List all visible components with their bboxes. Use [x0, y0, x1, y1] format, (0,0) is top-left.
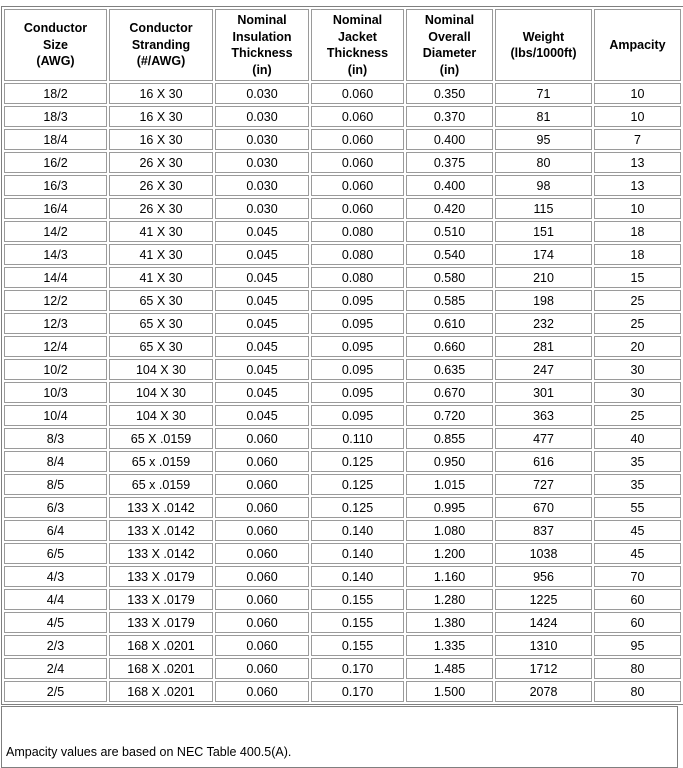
header-line: Diameter: [422, 46, 477, 60]
cell-weight: 670: [495, 497, 592, 518]
cell-ampacity: 55: [594, 497, 681, 518]
cell-weight: 301: [495, 382, 592, 403]
cell-diameter: 0.510: [406, 221, 493, 242]
cell-jacket: 0.095: [311, 359, 404, 380]
header-line: Thickness: [231, 46, 293, 60]
cell-ampacity: 95: [594, 635, 681, 656]
cell-ampacity: 45: [594, 543, 681, 564]
cell-stranding: 65 x .0159: [109, 451, 213, 472]
cell-ampacity: 13: [594, 175, 681, 196]
cell-size: 2/5: [4, 681, 107, 702]
cell-weight: 151: [495, 221, 592, 242]
cell-stranding: 16 X 30: [109, 129, 213, 150]
cell-diameter: 0.995: [406, 497, 493, 518]
cell-jacket: 0.060: [311, 175, 404, 196]
cell-weight: 1310: [495, 635, 592, 656]
cell-jacket: 0.170: [311, 681, 404, 702]
cell-diameter: 1.080: [406, 520, 493, 541]
table-row: [4, 221, 681, 242]
cell-insulation: 0.060: [215, 612, 309, 633]
cell-weight: 71: [495, 83, 592, 104]
cell-stranding: 133 X .0179: [109, 589, 213, 610]
header-line: Thickness: [326, 46, 389, 60]
cell-jacket: 0.060: [311, 129, 404, 150]
footnote-text: Ampacity values are based on NEC Table 400.5(A).: [6, 745, 292, 759]
cell-diameter: 1.485: [406, 658, 493, 679]
table-row: [4, 566, 681, 587]
header-row: [4, 9, 681, 81]
cell-size: 10/4: [4, 405, 107, 426]
cell-ampacity: 20: [594, 336, 681, 357]
cell-insulation: 0.030: [215, 129, 309, 150]
cell-size: 16/3: [4, 175, 107, 196]
cell-insulation: 0.060: [215, 543, 309, 564]
cell-size: 10/3: [4, 382, 107, 403]
table-row: [4, 267, 681, 288]
cell-size: 16/4: [4, 198, 107, 219]
cell-insulation: 0.060: [215, 497, 309, 518]
cell-weight: 247: [495, 359, 592, 380]
header-overall-diameter: [406, 9, 493, 81]
cell-stranding: 168 X .0201: [109, 635, 213, 656]
table-row: [4, 681, 681, 702]
cell-insulation: 0.045: [215, 290, 309, 311]
cell-size: 6/5: [4, 543, 107, 564]
cell-weight: 616: [495, 451, 592, 472]
cell-diameter: 1.335: [406, 635, 493, 656]
header-line: (lbs/1000ft): [510, 46, 577, 60]
cell-stranding: 104 X 30: [109, 405, 213, 426]
cell-stranding: 133 X .0142: [109, 543, 213, 564]
cell-jacket: 0.155: [311, 635, 404, 656]
cell-diameter: 0.950: [406, 451, 493, 472]
cell-jacket: 0.080: [311, 267, 404, 288]
cell-jacket: 0.140: [311, 520, 404, 541]
cell-jacket: 0.080: [311, 221, 404, 242]
cell-size: 12/4: [4, 336, 107, 357]
cell-jacket: 0.125: [311, 474, 404, 495]
cell-jacket: 0.095: [311, 336, 404, 357]
table-row: [4, 290, 681, 311]
cell-diameter: 0.585: [406, 290, 493, 311]
cell-size: 14/3: [4, 244, 107, 265]
cell-insulation: 0.045: [215, 359, 309, 380]
cell-jacket: 0.155: [311, 612, 404, 633]
cell-insulation: 0.060: [215, 566, 309, 587]
cell-jacket: 0.095: [311, 405, 404, 426]
table-body: [4, 83, 681, 702]
cell-weight: 95: [495, 129, 592, 150]
cell-size: 14/4: [4, 267, 107, 288]
cell-diameter: 0.580: [406, 267, 493, 288]
cell-diameter: 0.540: [406, 244, 493, 265]
cell-weight: 956: [495, 566, 592, 587]
table-row: [4, 198, 681, 219]
cell-stranding: 65 X 30: [109, 290, 213, 311]
cell-size: 4/4: [4, 589, 107, 610]
cell-insulation: 0.060: [215, 474, 309, 495]
cell-stranding: 65 X .0159: [109, 428, 213, 449]
cell-stranding: 16 X 30: [109, 106, 213, 127]
cell-insulation: 0.030: [215, 152, 309, 173]
cell-stranding: 26 X 30: [109, 175, 213, 196]
cell-stranding: 168 X .0201: [109, 658, 213, 679]
cell-stranding: 26 X 30: [109, 152, 213, 173]
cell-insulation: 0.030: [215, 83, 309, 104]
header-weight: [495, 9, 592, 81]
header-line: Nominal: [424, 13, 475, 27]
cell-jacket: 0.110: [311, 428, 404, 449]
table-row: [4, 612, 681, 633]
table-row: [4, 83, 681, 104]
header-line: Size: [42, 37, 68, 52]
cell-jacket: 0.125: [311, 451, 404, 472]
cell-diameter: 1.380: [406, 612, 493, 633]
header-line: (in): [252, 62, 272, 77]
cell-size: 6/4: [4, 520, 107, 541]
cell-insulation: 0.060: [215, 681, 309, 702]
table-row: [4, 129, 681, 150]
cell-size: 8/3: [4, 428, 107, 449]
table-row: [4, 635, 681, 656]
cell-diameter: 0.370: [406, 106, 493, 127]
cell-stranding: 65 x .0159: [109, 474, 213, 495]
cell-size: 4/5: [4, 612, 107, 633]
header-ampacity: [594, 9, 681, 81]
header-line: Stranding: [131, 37, 191, 52]
cell-stranding: 41 X 30: [109, 244, 213, 265]
cell-size: 4/3: [4, 566, 107, 587]
cell-diameter: 0.635: [406, 359, 493, 380]
cell-jacket: 0.170: [311, 658, 404, 679]
table-row: [4, 428, 681, 449]
table-row: [4, 359, 681, 380]
header-conductor-stranding: [109, 9, 213, 81]
cell-insulation: 0.030: [215, 198, 309, 219]
cell-diameter: 0.670: [406, 382, 493, 403]
cell-weight: 198: [495, 290, 592, 311]
cell-diameter: 1.015: [406, 474, 493, 495]
header-conductor-size: [4, 9, 107, 81]
cell-insulation: 0.060: [215, 658, 309, 679]
header-line: Nominal: [332, 13, 383, 27]
cell-stranding: 41 X 30: [109, 267, 213, 288]
cell-weight: 210: [495, 267, 592, 288]
cell-insulation: 0.045: [215, 313, 309, 334]
cell-diameter: 1.500: [406, 681, 493, 702]
header-line: Weight: [522, 29, 565, 44]
cell-weight: 81: [495, 106, 592, 127]
cell-diameter: 1.200: [406, 543, 493, 564]
cell-ampacity: 10: [594, 83, 681, 104]
cell-stranding: 65 X 30: [109, 336, 213, 357]
table-row: [4, 244, 681, 265]
header-line: Insulation: [232, 29, 292, 44]
cell-size: 18/2: [4, 83, 107, 104]
cell-stranding: 16 X 30: [109, 83, 213, 104]
cell-stranding: 104 X 30: [109, 359, 213, 380]
cell-weight: 837: [495, 520, 592, 541]
header-line: Conductor: [129, 21, 193, 36]
cell-weight: 115: [495, 198, 592, 219]
cell-ampacity: 30: [594, 382, 681, 403]
header-line: Conductor: [23, 21, 88, 36]
header-insulation-thickness: [215, 9, 309, 81]
table-row: [4, 589, 681, 610]
cell-size: 2/4: [4, 658, 107, 679]
cell-insulation: 0.045: [215, 405, 309, 426]
cell-jacket: 0.060: [311, 83, 404, 104]
cell-ampacity: 10: [594, 106, 681, 127]
cell-weight: 98: [495, 175, 592, 196]
cell-weight: 727: [495, 474, 592, 495]
cell-ampacity: 10: [594, 198, 681, 219]
cell-weight: 232: [495, 313, 592, 334]
table-row: [4, 175, 681, 196]
header-line: Ampacity: [609, 37, 666, 52]
cell-insulation: 0.045: [215, 267, 309, 288]
cell-ampacity: 18: [594, 221, 681, 242]
cell-size: 6/3: [4, 497, 107, 518]
cell-ampacity: 80: [594, 681, 681, 702]
cell-stranding: 133 X .0142: [109, 520, 213, 541]
cell-size: 8/5: [4, 474, 107, 495]
cell-insulation: 0.060: [215, 589, 309, 610]
cell-diameter: 0.720: [406, 405, 493, 426]
cell-size: 2/3: [4, 635, 107, 656]
cell-ampacity: 7: [594, 129, 681, 150]
cell-diameter: 1.160: [406, 566, 493, 587]
cell-ampacity: 60: [594, 612, 681, 633]
cell-jacket: 0.095: [311, 382, 404, 403]
table-row: [4, 520, 681, 541]
cell-insulation: 0.045: [215, 221, 309, 242]
cell-ampacity: 70: [594, 566, 681, 587]
cell-diameter: 0.350: [406, 83, 493, 104]
cell-insulation: 0.060: [215, 635, 309, 656]
cell-ampacity: 25: [594, 290, 681, 311]
cell-jacket: 0.060: [311, 106, 404, 127]
cell-size: 12/2: [4, 290, 107, 311]
cell-stranding: 133 X .0142: [109, 497, 213, 518]
header-line: (#/AWG): [136, 54, 186, 69]
cell-jacket: 0.095: [311, 290, 404, 311]
cell-weight: 1712: [495, 658, 592, 679]
cell-diameter: 0.855: [406, 428, 493, 449]
cell-stranding: 133 X .0179: [109, 612, 213, 633]
header-jacket-thickness: [311, 9, 404, 81]
cell-stranding: 41 X 30: [109, 221, 213, 242]
cell-size: 10/2: [4, 359, 107, 380]
cell-diameter: 0.420: [406, 198, 493, 219]
cell-stranding: 104 X 30: [109, 382, 213, 403]
cell-diameter: 0.400: [406, 175, 493, 196]
cell-ampacity: 25: [594, 313, 681, 334]
cell-jacket: 0.060: [311, 198, 404, 219]
header-line: (AWG): [36, 54, 75, 69]
cell-weight: 174: [495, 244, 592, 265]
table-row: [4, 451, 681, 472]
cell-ampacity: 15: [594, 267, 681, 288]
table-row: [4, 336, 681, 357]
cell-weight: 2078: [495, 681, 592, 702]
cell-stranding: 65 X 30: [109, 313, 213, 334]
header-line: (in): [439, 62, 460, 77]
table-header: [4, 9, 681, 81]
cell-ampacity: 60: [594, 589, 681, 610]
cell-insulation: 0.030: [215, 175, 309, 196]
cell-ampacity: 35: [594, 451, 681, 472]
cell-insulation: 0.045: [215, 244, 309, 265]
cell-jacket: 0.060: [311, 152, 404, 173]
table-row: [4, 405, 681, 426]
cell-jacket: 0.125: [311, 497, 404, 518]
cell-diameter: 0.400: [406, 129, 493, 150]
cell-stranding: 26 X 30: [109, 198, 213, 219]
cell-insulation: 0.060: [215, 520, 309, 541]
table-row: [4, 658, 681, 679]
cell-weight: 1424: [495, 612, 592, 633]
cell-jacket: 0.140: [311, 566, 404, 587]
cell-ampacity: 40: [594, 428, 681, 449]
cell-jacket: 0.080: [311, 244, 404, 265]
cell-size: 16/2: [4, 152, 107, 173]
table-row: [4, 543, 681, 564]
cell-stranding: 168 X .0201: [109, 681, 213, 702]
cell-weight: 477: [495, 428, 592, 449]
footnote-box: [1, 706, 678, 768]
cell-weight: 281: [495, 336, 592, 357]
cell-size: 12/3: [4, 313, 107, 334]
table-row: [4, 152, 681, 173]
table-row: [4, 106, 681, 127]
cell-size: 18/4: [4, 129, 107, 150]
cell-weight: 363: [495, 405, 592, 426]
cell-ampacity: 80: [594, 658, 681, 679]
cell-ampacity: 18: [594, 244, 681, 265]
cell-jacket: 0.140: [311, 543, 404, 564]
cell-diameter: 0.610: [406, 313, 493, 334]
cell-diameter: 1.280: [406, 589, 493, 610]
cell-diameter: 0.660: [406, 336, 493, 357]
cell-stranding: 133 X .0179: [109, 566, 213, 587]
cell-weight: 80: [495, 152, 592, 173]
cell-ampacity: 35: [594, 474, 681, 495]
header-line: Jacket: [338, 29, 377, 44]
cell-size: 14/2: [4, 221, 107, 242]
cell-diameter: 0.375: [406, 152, 493, 173]
cell-ampacity: 13: [594, 152, 681, 173]
cell-size: 8/4: [4, 451, 107, 472]
cell-insulation: 0.045: [215, 382, 309, 403]
table-row: [4, 474, 681, 495]
cell-size: 18/3: [4, 106, 107, 127]
cell-ampacity: 25: [594, 405, 681, 426]
cell-insulation: 0.030: [215, 106, 309, 127]
table-row: [4, 497, 681, 518]
cell-jacket: 0.155: [311, 589, 404, 610]
cell-weight: 1225: [495, 589, 592, 610]
cell-ampacity: 30: [594, 359, 681, 380]
table-row: [4, 313, 681, 334]
cable-spec-table: [1, 6, 683, 705]
header-line: Overall: [428, 29, 471, 44]
cell-jacket: 0.095: [311, 313, 404, 334]
cell-insulation: 0.045: [215, 336, 309, 357]
header-line: (in): [347, 62, 368, 77]
cell-ampacity: 45: [594, 520, 681, 541]
header-line: Nominal: [237, 13, 287, 27]
cell-insulation: 0.060: [215, 451, 309, 472]
table-row: [4, 382, 681, 403]
cell-weight: 1038: [495, 543, 592, 564]
cell-insulation: 0.060: [215, 428, 309, 449]
